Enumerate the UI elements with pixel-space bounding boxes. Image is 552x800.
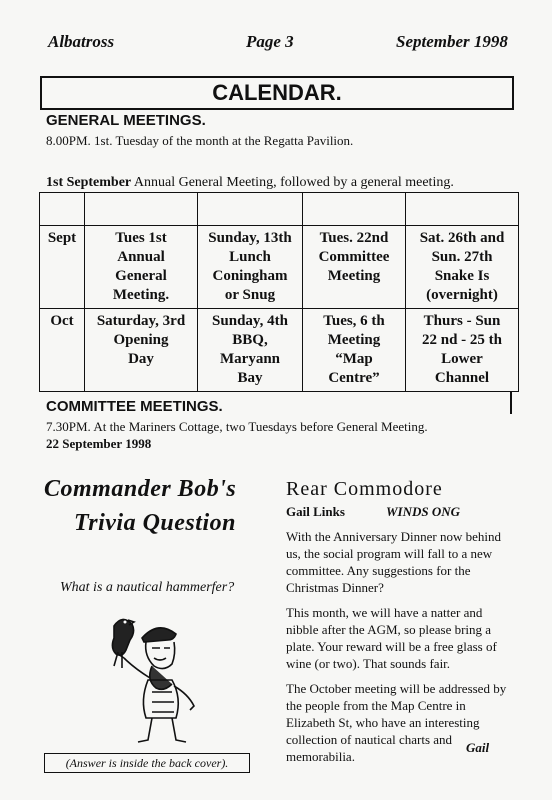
event-line: or Snug — [224, 287, 276, 303]
event-line: BBQ, — [232, 332, 268, 348]
trivia-title-line2: Trivia Question — [74, 510, 236, 536]
rear-commodore-paragraph-1: With the Anniversary Dinner now behind us, the social program will fall to a new committee. Any suggestions for the Christmas Dinner? — [286, 529, 502, 595]
event-line: Meeting. — [112, 287, 170, 303]
month-cell: Sept — [40, 226, 85, 309]
event-line: Coningham — [212, 268, 288, 284]
event-line: Committee — [318, 249, 390, 265]
committee-meeting-date: 22 September 1998 — [46, 436, 152, 451]
calendar-title: CALENDAR. — [212, 80, 342, 105]
event-line: Tues, 6 th — [323, 313, 385, 329]
event-line: Day — [128, 351, 154, 367]
rear-commodore-paragraph-3: The October meeting will be addressed by the people from the Map Centre in Elizabeth St, who have an interesting collection of nautical charts and memorabilia. — [286, 681, 507, 764]
event-line: Meeting — [327, 268, 381, 284]
event-cell — [406, 309, 519, 392]
trivia-question: What is a nautical hammerfer? — [60, 580, 235, 595]
event-cell — [198, 226, 303, 309]
event-line: Annual — [117, 249, 165, 265]
event-line: Channel — [434, 370, 490, 386]
event-line: (overnight) — [426, 287, 498, 303]
event-line: Tues 1st — [115, 230, 167, 246]
rear-commodore-heading: Rear Commodore — [286, 478, 443, 500]
page-number: Page 3 — [246, 32, 294, 51]
calendar-table — [39, 192, 519, 392]
month-cell: Oct — [40, 309, 85, 392]
pirate-parrot-illustration — [96, 608, 216, 748]
calendar-header-row — [40, 193, 519, 226]
event-cell — [303, 309, 406, 392]
event-line: General — [115, 268, 167, 284]
event-cell — [198, 309, 303, 392]
agm-note-date: 1st September — [46, 175, 132, 190]
event-line: Thurs - Sun — [423, 313, 501, 329]
event-line: Sat. 26th and — [419, 230, 505, 246]
event-cell — [303, 226, 406, 309]
event-line: Lunch — [229, 249, 271, 265]
event-line: Bay — [237, 370, 263, 386]
calendar-title-box — [40, 76, 514, 110]
issue-date: September 1998 — [396, 32, 508, 51]
event-cell — [85, 309, 198, 392]
rear-commodore-name: Gail Links — [286, 504, 345, 519]
event-cell — [406, 226, 519, 309]
event-line: Centre” — [328, 370, 380, 386]
event-cell — [85, 226, 198, 309]
event-line: Sunday, 13th — [208, 230, 292, 246]
committee-meetings-heading: COMMITTEE MEETINGS. — [46, 398, 223, 415]
rear-commodore-paragraph-2: This month, we will have a natter and nibble after the AGM, so please bring a plate. Your reward will be a free glass of wine (or two). That sounds fair. — [286, 605, 497, 671]
event-line: Opening — [113, 332, 169, 348]
event-line: Tues. 22nd — [319, 230, 389, 246]
event-line: Sunday, 4th — [212, 313, 288, 329]
agm-note — [46, 175, 454, 191]
committee-meetings-details: 7.30PM. At the Mariners Cottage, two Tuesdays before General Meeting. — [46, 419, 428, 434]
trivia-answer-note: (Answer is inside the back cover). — [44, 753, 250, 773]
trivia-title-line1: Commander Bob's — [44, 476, 237, 502]
event-line: Sun. 27th — [431, 249, 493, 265]
general-meetings-heading: GENERAL MEETINGS. — [46, 112, 206, 129]
event-line: Saturday, 3rd — [96, 313, 186, 329]
calendar-row-sept — [40, 226, 519, 309]
event-line: “Map — [335, 351, 373, 367]
calendar-row-oct — [40, 309, 519, 392]
event-line: Maryann — [220, 351, 280, 367]
agm-note-text: Annual General Meeting, followed by a general meeting. — [133, 175, 454, 190]
event-line: Meeting — [327, 332, 381, 348]
divider-tick — [510, 392, 512, 414]
rear-commodore-boat: WINDS ONG — [386, 504, 461, 519]
newsletter-name: Albatross — [48, 32, 115, 51]
event-line: 22 nd - 25 th — [421, 332, 503, 348]
event-line: Lower — [441, 351, 483, 367]
event-line: Snake Is — [434, 268, 490, 284]
signature: Gail — [466, 740, 490, 755]
general-meetings-details: 8.00PM. 1st. Tuesday of the month at the Regatta Pavilion. — [46, 133, 354, 148]
